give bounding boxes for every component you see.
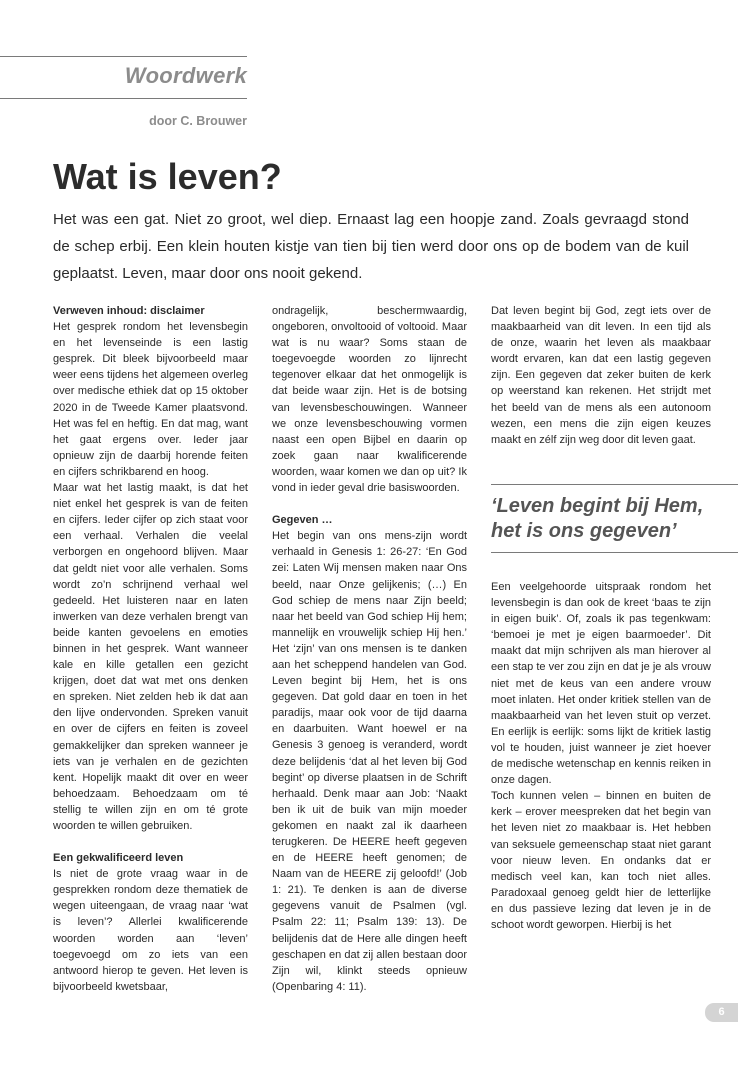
paragraph: Dat leven begint bij God, zegt iets over de maakbaarheid van dit leven. In een tijd als de onze, waarin het leven als maakbaar wordt ervaren, kan dat een lastig gegeven zijn. Een gegeven dat zeker buiten de kerk op weerstand kan rekenen. Het strijdt met het beeld van de mens als een autonoom wezen, een mens die zijn eigen keuzes maakt en zélf zijn weg door dit leven gaat.: [491, 305, 711, 446]
header-rule-top: [0, 56, 247, 57]
paragraph: Is niet de grote vraag waar in de gesprekken rondom deze thematiek de wegen uiteengaan, de vraag naar ‘wat is leven’? Allerlei kwalificerende woorden worden aan ‘leven’ toegevoegd om zo iets van een antwoord hierop te geven. Het leven is bijvoorbeeld kwetsbaar,: [53, 868, 248, 993]
paragraph: Een veelgehoorde uitspraak rondom het levensbegin is dan ook de kreet ‘baas te zijn in eigen buik’. Of, zoals ik pas tegenkwam: ‘bemoei je met je eigen baarmoeder’. Dit maakt dat mijn schrijven als man hierover al een stap te ver zou zijn en dat je je als vrouw niet met de keus van een andere vrouw moet inlaten. Het onder kritiek stellen van de maakbaarheid van het leven stuit op verzet. En eerlijk is eerlijk: soms lijkt de kritiek lastig vol te houden, juist wanneer je ziet hoever de medische wetenschap en kennis reiken in onze dagen.: [491, 581, 711, 787]
column-3-top: [491, 303, 711, 448]
subheading-gekwalificeerd-leven: Een gekwalificeerd leven: [53, 852, 184, 865]
article-title: Wat is leven?: [53, 156, 282, 197]
header-rule-bottom: [0, 98, 247, 99]
paragraph: Het gesprek rondom het levensbegin en het levenseinde is een lastig gesprek. Dit bleek bijvoorbeeld maar weer eens tijdens het algemeen overleg over medische ethiek dat op 15 oktober 2020 in de Tweede Kamer plaatsvond. Het was fel en heftig. En dat mag, want het gaat ergens over. Ieder jaar opnieuw zijn de daarbij horende feiten en cijfers schrikbarend en hoog.: [53, 321, 248, 478]
pull-quote-rule-top: [491, 484, 738, 485]
paragraph-gap: [272, 496, 467, 512]
pull-quote: ‘Leven begint bij Hem, het is ons gegeven’: [491, 495, 704, 542]
pull-quote-rule-bottom: [491, 552, 738, 553]
article-intro: Het was een gat. Niet zo groot, wel diep. Ernaast lag een hoopje zand. Zoals gevraagd stond de schep erbij. Een klein houten kistje van tien bij tien werd door ons op de bodem van de kuil geplaatst. Leven, maar door ons nooit gekend.: [53, 211, 689, 282]
subheading-gegeven: Gegeven …: [272, 514, 333, 527]
paragraph: Maar wat het lastig maakt, is dat het niet enkel het gesprek is van de feiten en cijfers. Ieder cijfer op zich staat voor een verhaal. Verhalen die veelal verborgen en ongehoord blijven. Maar dat geldt niet voor alle verhalen. Soms wordt zo’n schrijnend verhaal wel gedeeld. Het luisteren naar en laten inwerken van deze verhalen brengt van beide kanten gevoelens en emoties binnen in het gesprek. Want wanneer kale en kille getallen een gezicht krijgen, doet dat wat met ons denken en spreken. Niet zelden heb ik dat aan den lijve ondervonden. Spreken vanuit en over de cijfers en feiten is zoveel gemakkelijker dan spreken wanneer je iets van je verhalen en de gezichten kent. Hopelijk maakt dit over en weer behoedzaam. Behoedzaam om té stellig te willen zijn en om té grote woorden te willen gebruiken.: [53, 482, 248, 832]
column-3-bottom: [491, 579, 711, 933]
paragraph: Toch kunnen velen – binnen en buiten de kerk – erover meespreken dat het begin van het leven niet zo maakbaar is. Het hebben van seksuele gemeenschap staat niet garant voor nieuw leven. En ondanks dat er medisch veel kan, kan toch niet alles. Paradoxaal genoeg geldt hier de letterlijke en dus passieve lezing dat leven je in de schoot wordt geworpen. Hierbij is het: [491, 790, 711, 931]
page-number: 6: [705, 1003, 738, 1022]
paragraph: Het begin van ons mens-zijn wordt verhaald in Genesis 1: 26-27: ‘En God zei: Laten Wij mensen maken naar Ons beeld, naar Onze gelijkenis; (…) En God schiep de mens naar Zijn beeld; naar het beeld van God schiep Hij hem; mannelijk en vrouwelijk schiep Hij hen.’ Het ‘zijn’ van ons mensen is te danken aan het scheppend handelen van God. Leven begint bij Hem, het is ons gegeven. Dat gold daar en toen in het paradijs, maar ook voor de tijd daarna en daarbuiten. Want hoewel er na Genesis 3 genoeg is veranderd, wordt deze belijdenis ‘dat al het leven bij God begint’ op diverse plaatsen in de Schrift herhaald. Denk maar aan Job: ‘Naakt ben ik uit de buik van mijn moeder gekomen en naakt zal ik daarheen terugkeren. De HEERE heeft gegeven en de HEERE heeft genomen; de Naam van de HEERE zij geloofd!’ (Job 1: 21). Te denken is aan de diverse gegevens vanuit de Psalmen (vgl. Psalm 22: 11; Psalm 139: 13). De belijdenis dat de Here alle dingen heeft geschapen en dat zij allen bestaan door Zijn wil, klinkt steeds opnieuw (Openbaring 4: 11).: [272, 530, 467, 993]
column-1: [53, 303, 248, 995]
paragraph: ondragelijk, beschermwaardig, ongeboren, onvoltooid of voltooid. Maar wat is nu waar? Soms staan de toegevoegde woorden zo lijnrecht tegenover elkaar dat het onmogelijk is dat beide waar zijn. Het is de botsing van levensbeschouwingen. Wanneer we onze levensbeschouwing vormen naast een open Bijbel en daarin op zoek gaan naar kwalificerende woorden, waar komen we dan op uit? Ik vond in ieder geval drie basiswoorden.: [272, 305, 467, 495]
column-2: [272, 303, 467, 995]
paragraph-gap: [53, 834, 248, 850]
author-byline: door C. Brouwer: [149, 114, 247, 128]
section-title: Woordwerk: [124, 63, 247, 88]
subheading-disclaimer: Verweven inhoud: disclaimer: [53, 305, 205, 317]
